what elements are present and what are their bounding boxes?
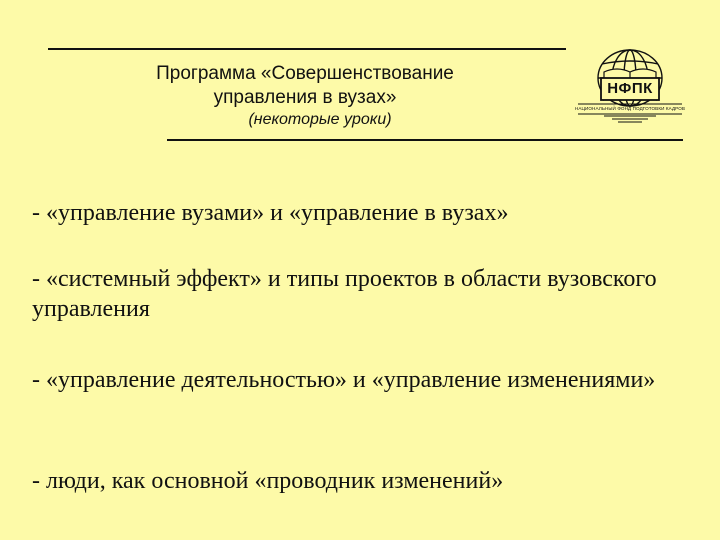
logo-abbreviation: НФПК [607,80,653,97]
page-title [70,62,540,110]
bullet-item: - люди, как основной «проводник изменений» [32,468,504,494]
page-subtitle: (некоторые уроки) [248,111,392,128]
nfpk-logo [574,44,686,130]
bullet-item: - «управление вузами» и «управление в вузах» [32,200,509,226]
page-title-line-1: Программа «Совершенствование [156,63,454,84]
logo-caption: НАЦИОНАЛЬНЫЙ ФОНД ПОДГОТОВКИ КАДРОВ [574,106,686,111]
header-top-divider [48,48,566,50]
page-title-line-2: управления в вузах» [213,87,397,108]
bullet-item: - «управление деятельностью» и «управление изменениями» [32,367,656,393]
bullet-item: - «системный эффект» и типы проектов в области вузовского управления [32,266,657,322]
header-bottom-divider [167,139,683,141]
